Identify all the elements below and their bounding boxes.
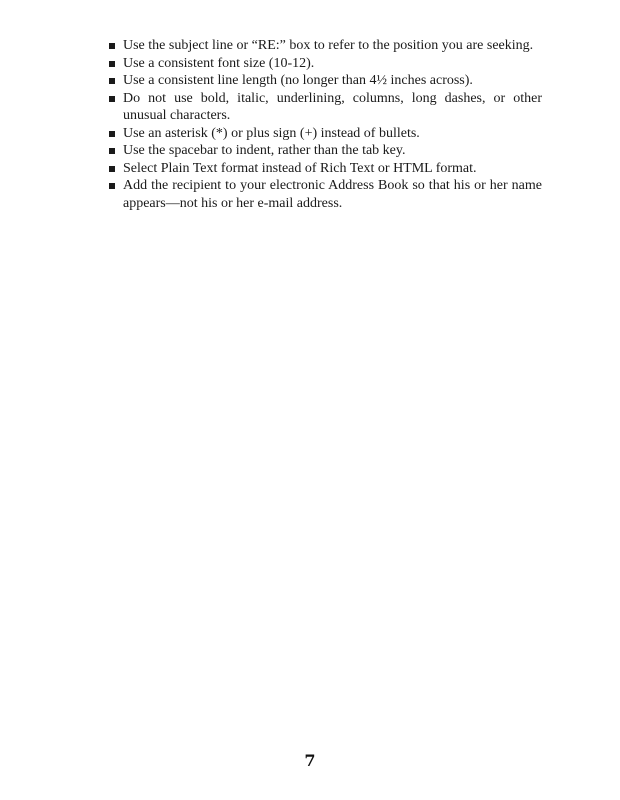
tips-bullet-list xyxy=(108,37,542,212)
square-bullet-icon xyxy=(109,78,115,84)
list-item-text: Add the recipient to your electronic Address Book so that his or her name appears—not his or her e-mail address. xyxy=(123,178,542,211)
list-item xyxy=(108,90,542,125)
square-bullet-icon xyxy=(109,183,115,189)
list-item-text: Use a consistent line length (no longer than 4½ inches across). xyxy=(123,73,473,88)
list-item-text: Use the subject line or “RE:” box to refer to the position you are seeking. xyxy=(123,38,534,53)
list-item xyxy=(108,125,542,143)
square-bullet-icon xyxy=(109,96,115,102)
square-bullet-icon xyxy=(109,43,115,49)
list-item xyxy=(108,37,542,55)
list-item xyxy=(108,55,542,73)
square-bullet-icon xyxy=(109,148,115,154)
square-bullet-icon xyxy=(109,131,115,137)
square-bullet-icon xyxy=(109,166,115,172)
page-number: 7 xyxy=(304,751,316,770)
list-item-text: Do not use bold, italic, underlining, columns, long dashes, or other unusual characters. xyxy=(123,90,542,123)
list-item-text: Use a consistent font size (10-12). xyxy=(123,55,315,71)
square-bullet-icon xyxy=(109,61,115,67)
list-item xyxy=(108,142,542,160)
list-item xyxy=(108,177,542,212)
list-item xyxy=(108,160,542,178)
list-item-text: Select Plain Text format instead of Rich Text or HTML format. xyxy=(123,160,477,176)
list-item-text: Use an asterisk (*) or plus sign (+) instead of bullets. xyxy=(123,125,420,141)
list-item xyxy=(108,72,542,90)
list-item-text: Use the spacebar to indent, rather than the tab key. xyxy=(123,143,406,158)
